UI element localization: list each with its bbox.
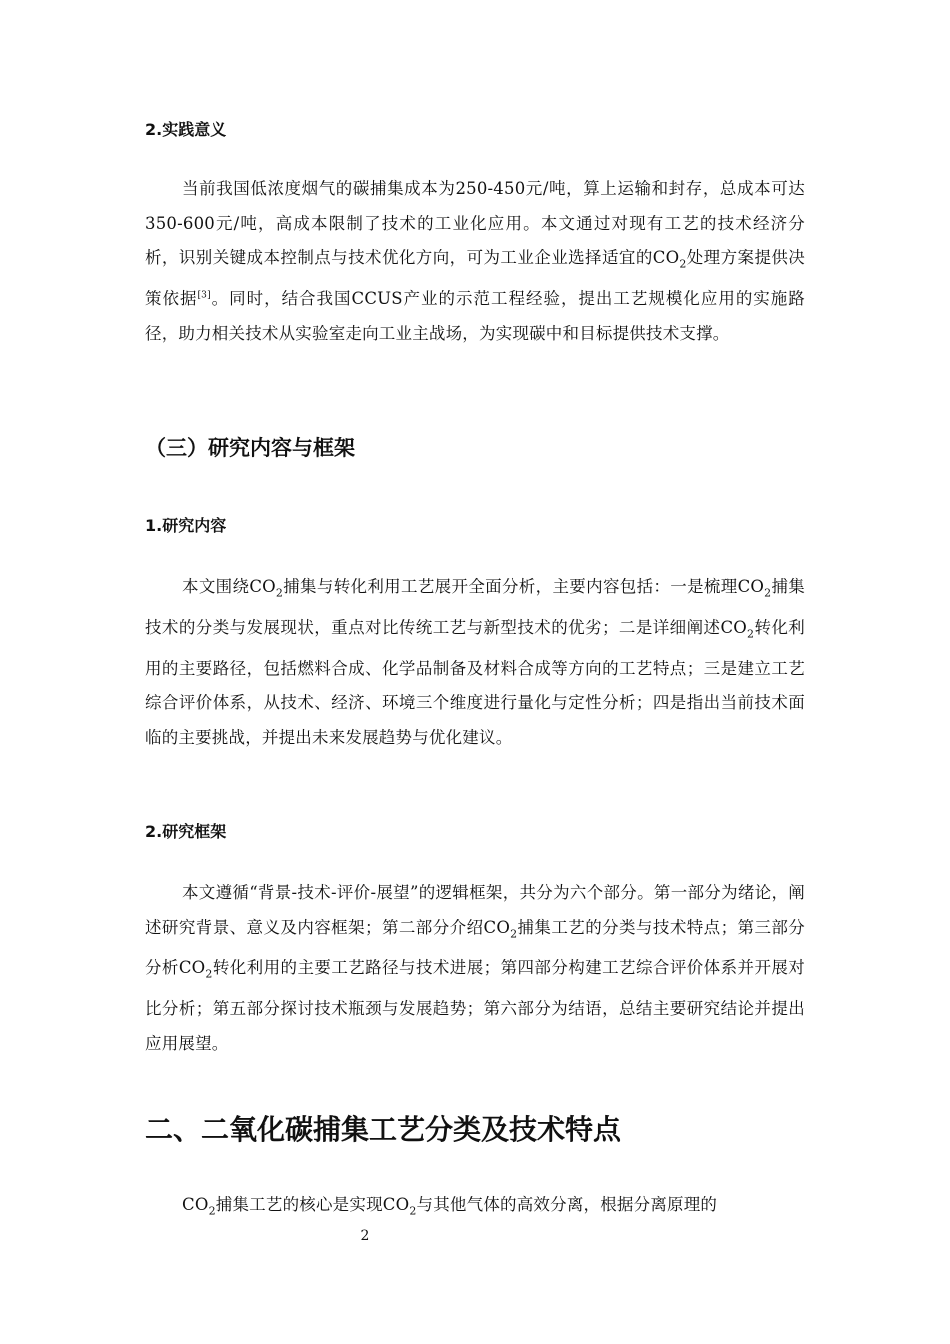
citation-ref[interactable]: [3] (197, 290, 211, 301)
paragraph-research-framework: 本文遵循“背景-技术-评价-展望”的逻辑框架，共分为六个部分。第一部分为绪论，阐述研究背景、意义及内容框架；第二部分介绍$CO_2$捕集工艺的分类与技术特点；第三部分分析$CO_2$转化利用的主要工艺路径与技术进展；第四部分构建工艺综合评价体系并开展对比分析；第五部分探讨技术瓶颈与发展趋势；第六部分为结语，总结主要研究结论并提出应用展望。 (145, 883, 806, 1053)
paragraph-practice: 当前我国低浓度烟气的碳捕集成本为250-450元/吨，算上运输和封存，总成本可达350-600元/吨，高成本限制了技术的工业化应用。本文通过对现有工艺的技术经济分析，识别关键成本控制点与技术优化方向，可为工业企业选择适宜的$CO_2$处理方案提供决策依据[3]。同时，结合我国CCUS产业的示范工程经验，提出工艺规模化应用的实施路径，助力相关技术从实验室走向工业主战场，为实现碳中和目标提供技术支撑。 (145, 179, 805, 343)
page-number: 2 (360, 1228, 370, 1244)
heading-research-content: 1.研究内容 (145, 516, 227, 535)
heading-research-content-framework: （三）研究内容与框架 (145, 436, 355, 460)
paragraph-chapter-two-intro: $CO_2$捕集工艺的核心是实现$CO_2$与其他气体的高效分离，根据分离原理的 (182, 1195, 718, 1218)
paragraph-research-content: 本文围绕$CO_2$捕集与转化利用工艺展开全面分析，主要内容包括：一是梳理$CO_2$捕集技术的分类与发展现状，重点对比传统工艺与新型技术的优劣；二是详细阐述$CO_2$转化利用的主要路径，包括燃料合成、化学品制备及材料合成等方向的工艺特点；三是建立工艺综合评价体系，从技术、经济、环境三个维度进行量化与定性分析；四是指出当前技术面临的主要挑战，并提出未来发展趋势与优化建议。 (145, 577, 806, 747)
heading-practice-significance: 2.实践意义 (145, 120, 227, 139)
heading-research-framework: 2.研究框架 (145, 822, 227, 841)
heading-chapter-two: 二、二氧化碳捕集工艺分类及技术特点 (145, 1113, 622, 1146)
